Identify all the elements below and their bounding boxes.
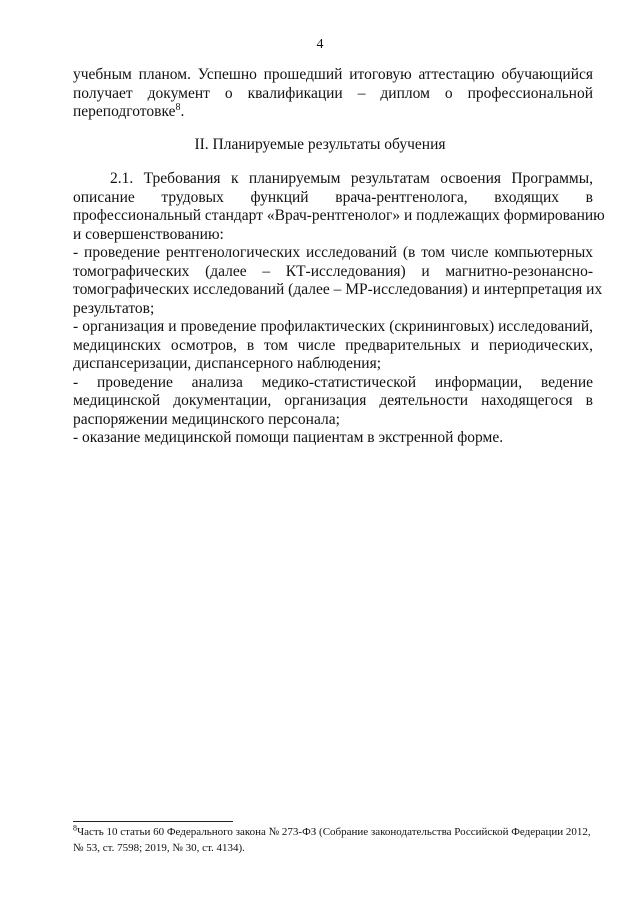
requirements-line-6: томографических (далее – КТ-исследования) и магнитно-резонансно- [73,262,593,280]
requirements-line-4: и совершенствованию: [73,225,224,243]
footnote-number: 8 [73,823,77,833]
intro-line-2: получает документ о квалификации – диплом о профессиональной [73,84,593,102]
page-number: 4 [316,37,324,52]
footnote [73,825,593,856]
requirements-line-12: - проведение анализа медико-статистической информации, ведение [73,373,593,391]
requirements-line-10: медицинских осмотров, в том числе предварительных и периодических, [73,336,593,354]
requirements-line-15: - оказание медицинской помощи пациентам в экстренной форме. [73,429,504,446]
requirements-line-9: - организация и проведение профилактических (скрининговых) исследований, [73,318,593,335]
requirements-line-3: профессиональный стандарт «Врач-рентгенолог» и подлежащих формированию [73,207,605,224]
footnote-line-2: № 53, ст. 7598; 2019, № 30, ст. 4134). [73,841,245,854]
requirements-line-2: описание трудовых функций врача-рентгенолога, входящих в [73,188,593,206]
section-heading: II. Планируемые результаты обучения [194,136,446,153]
requirements-line-14: распоряжении медицинского персонала; [73,410,340,428]
intro-line-3 [73,103,593,122]
requirements-paragraph [73,170,605,448]
footnote-divider [73,821,233,822]
footnote-text-1: Часть 10 статьи 60 Федерального закона № 273-ФЗ (Собрание законодательства Российской Федерации 2012, [77,826,591,838]
requirements-line-7: томографических исследований (далее – МР-исследования) и интерпретация их [73,281,603,298]
intro-line-1: учебным планом. Успешно прошедший итоговую аттестацию обучающийся [73,66,593,83]
requirements-line-1: 2.1. Требования к планируемым результатам освоения Программы, [110,170,593,187]
requirements-line-8: результатов; [73,299,155,317]
requirements-line-5: - проведение рентгенологических исследований (в том числе компьютерных [73,244,593,261]
intro-paragraph [73,66,593,122]
footnote-reference: 8 [175,101,181,113]
intro-last-line-text: переподготовке [73,103,176,120]
footnote-line-1 [73,825,593,841]
requirements-line-11: диспансеризации, диспансерного наблюдения; [73,355,382,372]
requirements-line-13: медицинской документации, организация деятельности находящегося в [73,392,593,409]
intro-last-line-end: . [180,103,185,120]
